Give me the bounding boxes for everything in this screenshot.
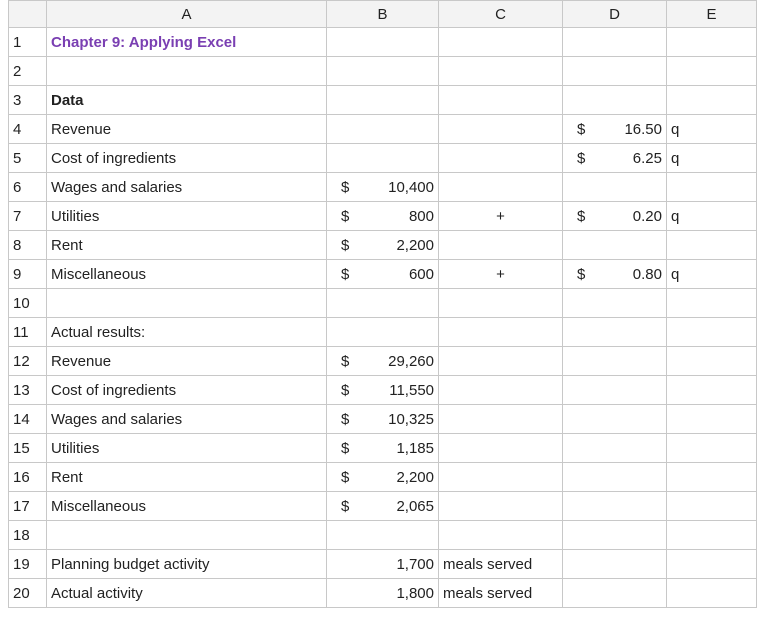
cell-d[interactable]: [563, 289, 667, 318]
row-number: 3: [13, 91, 22, 109]
cell-text: Revenue: [51, 120, 112, 138]
currency-symbol: $: [341, 381, 350, 399]
row-header[interactable]: [9, 289, 47, 318]
cell-text: Revenue: [51, 352, 112, 370]
cell-text: Cost of ingredients: [51, 381, 177, 399]
currency-cell: [331, 440, 434, 457]
row-header[interactable]: [9, 376, 47, 405]
currency-symbol: $: [341, 265, 350, 283]
table-row: [9, 28, 757, 57]
cell-text: Rent: [51, 468, 83, 486]
currency-cell: [567, 150, 662, 167]
cell-e[interactable]: [667, 492, 757, 521]
cell-d[interactable]: [563, 173, 667, 202]
cell-b[interactable]: [327, 173, 439, 202]
cell-d[interactable]: [563, 579, 667, 608]
cell-a[interactable]: [47, 376, 327, 405]
cell-b[interactable]: [327, 550, 439, 579]
cell-text: meals served: [443, 555, 533, 573]
table-row: [9, 231, 757, 260]
currency-cell: [331, 353, 434, 370]
row-number: 7: [13, 207, 22, 225]
row-number: 4: [13, 120, 22, 138]
table-row: [9, 173, 757, 202]
currency-cell: [567, 121, 662, 138]
cell-e[interactable]: [667, 202, 757, 231]
cell-e[interactable]: [667, 521, 757, 550]
cell-c[interactable]: [439, 57, 563, 86]
cell-a[interactable]: [47, 86, 327, 115]
cell-e[interactable]: [667, 57, 757, 86]
cell-d[interactable]: [563, 463, 667, 492]
cell-text: Wages and salaries: [51, 410, 183, 428]
cell-a[interactable]: [47, 57, 327, 86]
row-number: 17: [13, 497, 30, 515]
cell-d[interactable]: [563, 376, 667, 405]
cell-value: 600: [408, 265, 434, 283]
cell-value: 6.25: [632, 149, 662, 167]
cell-text: Miscellaneous: [51, 497, 147, 515]
cell-a[interactable]: [47, 347, 327, 376]
cell-c[interactable]: [439, 289, 563, 318]
cell-b[interactable]: [327, 492, 439, 521]
row-number: 6: [13, 178, 22, 196]
table-row: [9, 405, 757, 434]
table-row: [9, 550, 757, 579]
cell-b[interactable]: [327, 260, 439, 289]
row-number: 18: [13, 526, 30, 544]
currency-cell: [331, 411, 434, 428]
cell-d[interactable]: [563, 28, 667, 57]
row-header[interactable]: [9, 173, 47, 202]
row-header[interactable]: [9, 550, 47, 579]
currency-cell: [567, 266, 662, 283]
cell-b[interactable]: [327, 376, 439, 405]
cell-text: meals served: [443, 584, 533, 602]
cell-d[interactable]: [563, 260, 667, 289]
currency-symbol: $: [577, 207, 586, 225]
cell-e[interactable]: [667, 28, 757, 57]
cell-text: Utilities: [51, 439, 100, 457]
cell-e[interactable]: [667, 173, 757, 202]
row-header[interactable]: [9, 144, 47, 173]
table-row: [9, 434, 757, 463]
cell-text: Planning budget activity: [51, 555, 210, 573]
cell-e[interactable]: [667, 463, 757, 492]
cell-a[interactable]: [47, 550, 327, 579]
cell-c[interactable]: [439, 173, 563, 202]
cell-e[interactable]: [667, 405, 757, 434]
cell-text: Cost of ingredients: [51, 149, 177, 167]
cell-a[interactable]: [47, 144, 327, 173]
column-header-a[interactable]: A: [47, 1, 327, 28]
cell-d[interactable]: [563, 86, 667, 115]
cell-c[interactable]: [439, 318, 563, 347]
row-number: 16: [13, 468, 30, 486]
cell-c[interactable]: [439, 260, 563, 289]
cell-e[interactable]: [667, 260, 757, 289]
cell-d[interactable]: [563, 318, 667, 347]
row-number: 12: [13, 352, 30, 370]
table-row: [9, 202, 757, 231]
cell-value: 2,065: [396, 497, 434, 515]
cell-d[interactable]: [563, 521, 667, 550]
cell-b[interactable]: [327, 202, 439, 231]
cell-e[interactable]: [667, 144, 757, 173]
cell-text: Utilities: [51, 207, 100, 225]
cell-text: q: [671, 120, 680, 138]
cell-e[interactable]: [667, 115, 757, 144]
currency-symbol: $: [341, 468, 350, 486]
cell-a[interactable]: [47, 521, 327, 550]
row-number: 15: [13, 439, 30, 457]
cell-e[interactable]: [667, 376, 757, 405]
cell-a[interactable]: [47, 434, 327, 463]
cell-value: 800: [408, 207, 434, 225]
table-row: [9, 260, 757, 289]
column-header-d[interactable]: D: [563, 1, 667, 28]
row-number: 1: [13, 33, 22, 51]
table-row: [9, 86, 757, 115]
cell-b[interactable]: [327, 405, 439, 434]
cell-d[interactable]: [563, 347, 667, 376]
cell-a[interactable]: [47, 260, 327, 289]
cell-text: Actual results:: [51, 323, 146, 341]
row-header[interactable]: [9, 28, 47, 57]
row-header[interactable]: [9, 405, 47, 434]
cell-value: 0.80: [632, 265, 662, 283]
currency-symbol: $: [341, 352, 350, 370]
row-header[interactable]: [9, 260, 47, 289]
table-row: [9, 347, 757, 376]
cell-d[interactable]: [563, 550, 667, 579]
grid-body: [9, 28, 757, 608]
table-row: [9, 376, 757, 405]
row-header[interactable]: [9, 347, 47, 376]
cell-text: q: [671, 265, 680, 283]
cell-c[interactable]: [439, 521, 563, 550]
cell-text: Miscellaneous: [51, 265, 147, 283]
cell-b[interactable]: [327, 434, 439, 463]
cell-b[interactable]: [327, 115, 439, 144]
column-header-b[interactable]: B: [327, 1, 439, 28]
cell-value: 29,260: [388, 352, 434, 370]
column-header-row: [9, 1, 757, 28]
table-row: [9, 289, 757, 318]
row-header[interactable]: [9, 86, 47, 115]
row-number: 19: [13, 555, 30, 573]
cell-text: Actual activity: [51, 584, 143, 602]
row-header[interactable]: [9, 231, 47, 260]
table-row: [9, 579, 757, 608]
column-header-e[interactable]: E: [667, 1, 757, 28]
cell-c[interactable]: [439, 550, 563, 579]
cell-value: 2,200: [396, 468, 434, 486]
row-number: 14: [13, 410, 30, 428]
cell-value: 1,700: [396, 555, 434, 573]
cell-a[interactable]: [47, 318, 327, 347]
currency-symbol: $: [577, 120, 586, 138]
cell-b[interactable]: [327, 144, 439, 173]
currency-cell: [331, 237, 434, 254]
table-row: [9, 57, 757, 86]
currency-symbol: $: [341, 236, 350, 254]
row-header[interactable]: [9, 115, 47, 144]
row-number: 5: [13, 149, 22, 167]
row-number: 8: [13, 236, 22, 254]
cell-e[interactable]: [667, 318, 757, 347]
cell-b[interactable]: [327, 231, 439, 260]
table-row: [9, 115, 757, 144]
cell-text: Chapter 9: Applying Excel: [51, 33, 237, 51]
cell-a[interactable]: [47, 28, 327, 57]
currency-symbol: $: [577, 149, 586, 167]
cell-value: 0.20: [632, 207, 662, 225]
table-row: [9, 318, 757, 347]
cell-c[interactable]: [439, 405, 563, 434]
cell-b[interactable]: [327, 463, 439, 492]
row-header[interactable]: [9, 492, 47, 521]
currency-symbol: $: [341, 439, 350, 457]
cell-b[interactable]: [327, 28, 439, 57]
cell-d[interactable]: [563, 405, 667, 434]
cell-c[interactable]: [439, 86, 563, 115]
cell-b[interactable]: [327, 86, 439, 115]
table-row: [9, 144, 757, 173]
cell-b[interactable]: [327, 579, 439, 608]
cell-d[interactable]: [563, 115, 667, 144]
currency-cell: [331, 208, 434, 225]
currency-cell: [331, 469, 434, 486]
cell-d[interactable]: [563, 202, 667, 231]
cell-a[interactable]: [47, 173, 327, 202]
row-header[interactable]: [9, 318, 47, 347]
row-header[interactable]: [9, 463, 47, 492]
cell-text: q: [671, 149, 680, 167]
cell-c[interactable]: [439, 579, 563, 608]
cell-a[interactable]: [47, 115, 327, 144]
currency-cell: [331, 556, 434, 573]
currency-cell: [331, 179, 434, 196]
cell-e[interactable]: [667, 579, 757, 608]
cell-text: Data: [51, 91, 84, 109]
row-number: 11: [13, 323, 29, 341]
cell-e[interactable]: [667, 434, 757, 463]
row-header[interactable]: [9, 579, 47, 608]
cell-c[interactable]: [439, 202, 563, 231]
cell-text: Rent: [51, 236, 83, 254]
row-number: 9: [13, 265, 22, 283]
cell-a[interactable]: [47, 202, 327, 231]
spreadsheet-grid: [8, 0, 757, 608]
cell-b[interactable]: [327, 57, 439, 86]
cell-b[interactable]: [327, 289, 439, 318]
currency-cell: [331, 266, 434, 283]
cell-c[interactable]: [439, 376, 563, 405]
cell-value: 10,325: [388, 410, 434, 428]
cell-text: +: [496, 265, 505, 283]
cell-value: 1,800: [396, 584, 434, 602]
cell-value: 2,200: [396, 236, 434, 254]
cell-a[interactable]: [47, 463, 327, 492]
cell-e[interactable]: [667, 231, 757, 260]
currency-symbol: $: [341, 207, 350, 225]
cell-e[interactable]: [667, 289, 757, 318]
cell-c[interactable]: [439, 434, 563, 463]
currency-symbol: $: [577, 265, 586, 283]
select-all-corner[interactable]: [9, 1, 47, 28]
cell-c[interactable]: [439, 115, 563, 144]
cell-value: 1,185: [396, 439, 434, 457]
cell-d[interactable]: [563, 434, 667, 463]
cell-b[interactable]: [327, 318, 439, 347]
table-row: [9, 521, 757, 550]
cell-e[interactable]: [667, 550, 757, 579]
cell-text: Wages and salaries: [51, 178, 183, 196]
row-header[interactable]: [9, 521, 47, 550]
cell-c[interactable]: [439, 463, 563, 492]
currency-symbol: $: [341, 410, 350, 428]
row-number: 2: [13, 62, 22, 80]
cell-c[interactable]: [439, 28, 563, 57]
currency-symbol: $: [341, 178, 350, 196]
row-number: 13: [13, 381, 30, 399]
cell-d[interactable]: [563, 57, 667, 86]
table-row: [9, 463, 757, 492]
cell-c[interactable]: [439, 347, 563, 376]
currency-cell: [331, 382, 434, 399]
row-header[interactable]: [9, 202, 47, 231]
cell-text: +: [496, 207, 505, 225]
cell-b[interactable]: [327, 347, 439, 376]
row-header[interactable]: [9, 434, 47, 463]
cell-a[interactable]: [47, 492, 327, 521]
cell-a[interactable]: [47, 289, 327, 318]
cell-d[interactable]: [563, 144, 667, 173]
cell-a[interactable]: [47, 579, 327, 608]
cell-e[interactable]: [667, 347, 757, 376]
table-row: [9, 492, 757, 521]
cell-value: 16.50: [624, 120, 662, 138]
cell-c[interactable]: [439, 231, 563, 260]
currency-cell: [331, 585, 434, 602]
row-header[interactable]: [9, 57, 47, 86]
cell-c[interactable]: [439, 492, 563, 521]
cell-d[interactable]: [563, 492, 667, 521]
column-header-c[interactable]: C: [439, 1, 563, 28]
cell-a[interactable]: [47, 405, 327, 434]
cell-a[interactable]: [47, 231, 327, 260]
currency-symbol: $: [341, 497, 350, 515]
currency-cell: [567, 208, 662, 225]
cell-e[interactable]: [667, 86, 757, 115]
currency-cell: [331, 498, 434, 515]
cell-c[interactable]: [439, 144, 563, 173]
cell-b[interactable]: [327, 521, 439, 550]
cell-value: 10,400: [388, 178, 434, 196]
row-number: 20: [13, 584, 30, 602]
row-number: 10: [13, 294, 30, 312]
cell-text: q: [671, 207, 680, 225]
cell-value: 11,550: [389, 381, 434, 399]
cell-d[interactable]: [563, 231, 667, 260]
